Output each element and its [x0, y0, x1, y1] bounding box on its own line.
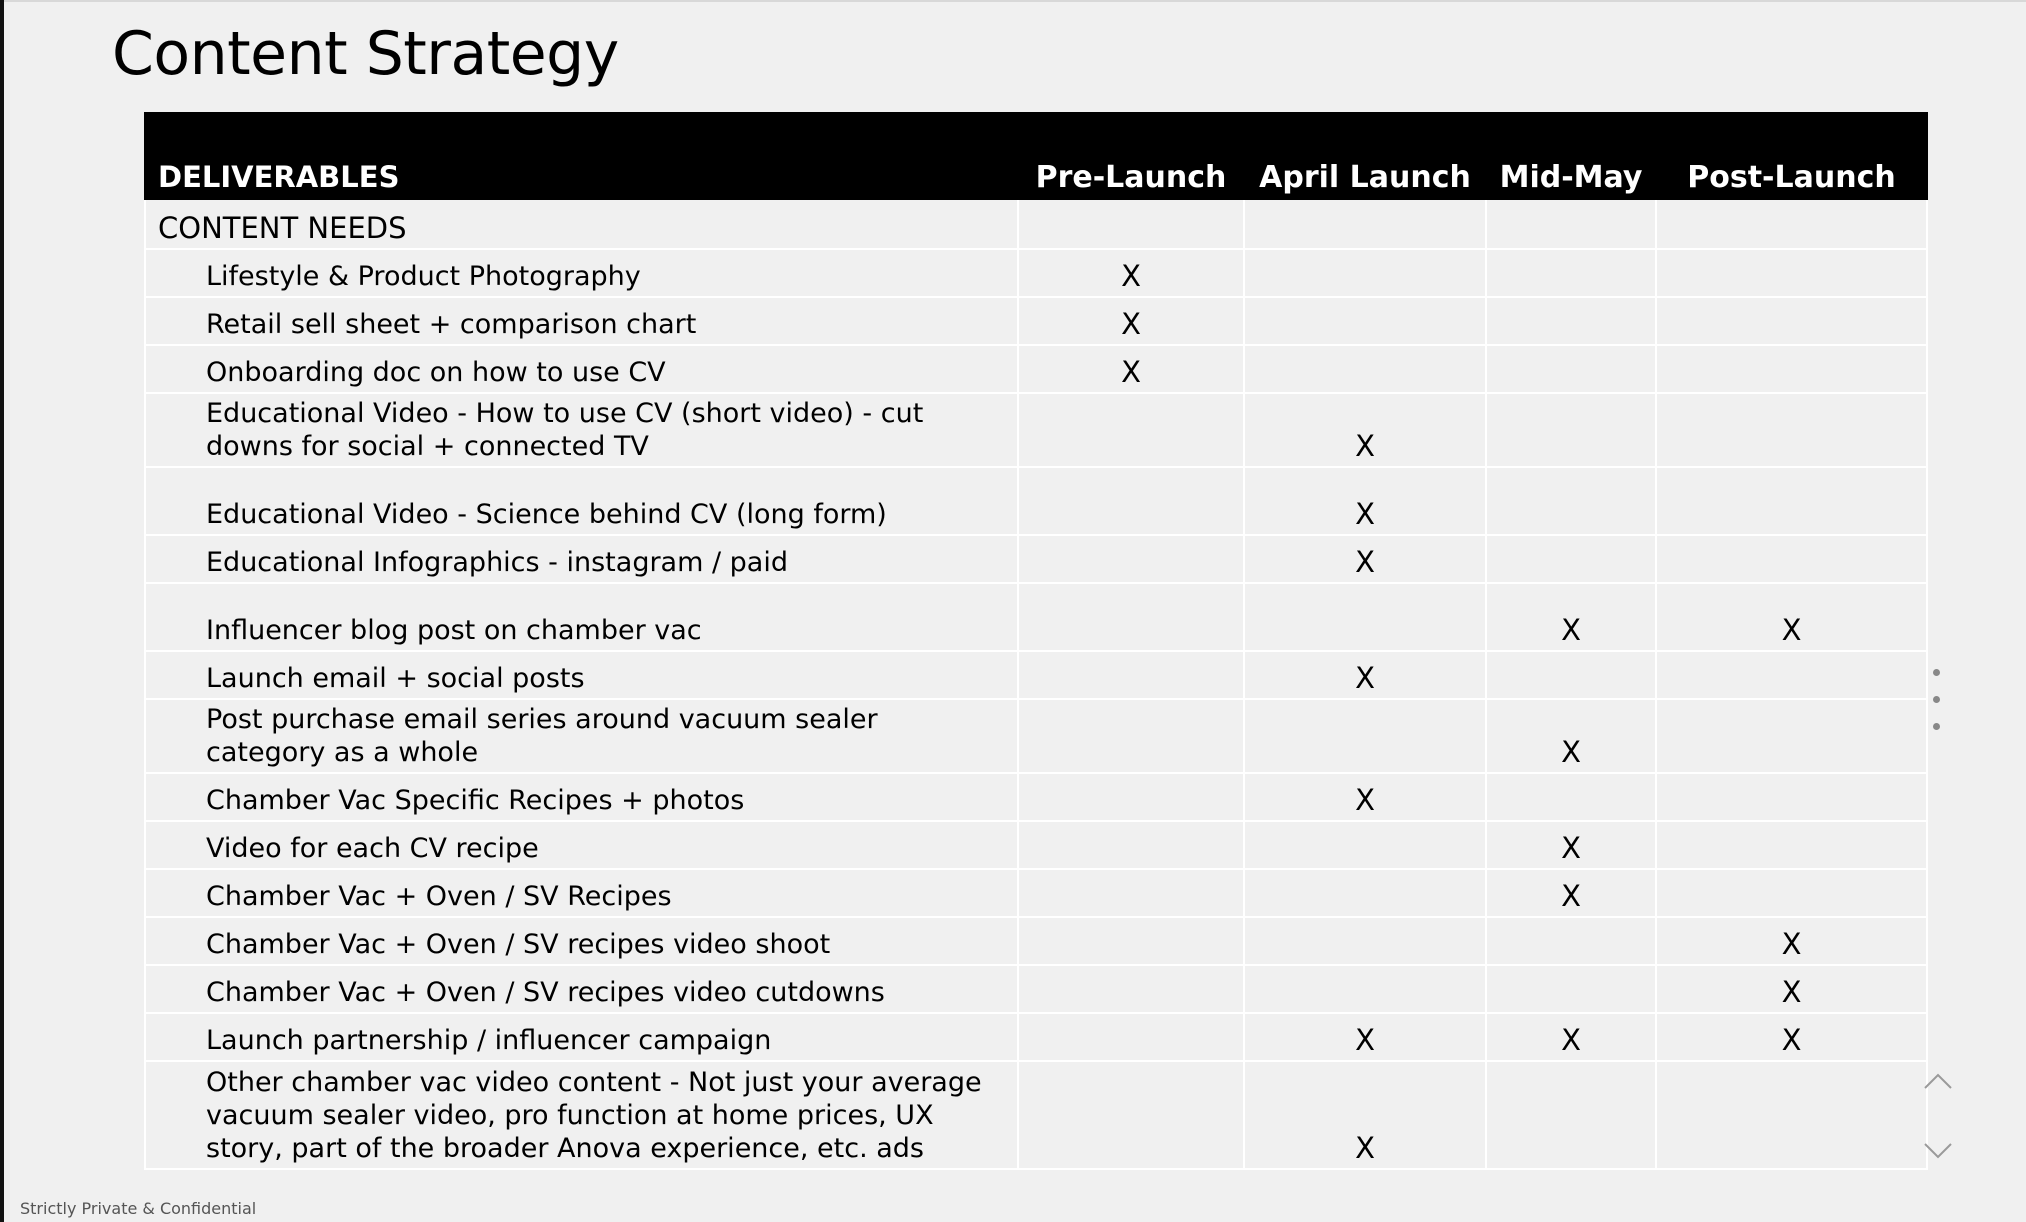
deliverable-label: Retail sell sheet + comparison chart — [145, 297, 1018, 345]
table-cell — [1486, 199, 1656, 249]
phase-mark-post — [1656, 773, 1927, 821]
table-row — [145, 821, 1927, 869]
table-row — [145, 651, 1927, 699]
deliverable-label: Chamber Vac + Oven / SV Recipes — [145, 869, 1018, 917]
deliverable-label: Video for each CV recipe — [145, 821, 1018, 869]
phase-mark-pre — [1018, 651, 1244, 699]
phase-mark-pre — [1018, 869, 1244, 917]
deliverable-label: Chamber Vac + Oven / SV recipes video cutdowns — [145, 965, 1018, 1013]
phase-mark-pre — [1018, 467, 1244, 535]
phase-mark-pre — [1018, 1013, 1244, 1061]
deliverable-label: Onboarding doc on how to use CV — [145, 345, 1018, 393]
deliverable-label: Launch email + social posts — [145, 651, 1018, 699]
table-cell — [1244, 199, 1486, 249]
phase-mark-may — [1486, 535, 1656, 583]
phase-mark-post — [1656, 249, 1927, 297]
phase-mark-may — [1486, 773, 1656, 821]
phase-mark-may: X — [1486, 699, 1656, 773]
table-row — [145, 249, 1927, 297]
phase-mark-post — [1656, 869, 1927, 917]
phase-mark-apr: X — [1244, 651, 1486, 699]
phase-mark-pre — [1018, 393, 1244, 467]
header-deliverables: DELIVERABLES — [145, 113, 1018, 199]
phase-mark-pre — [1018, 821, 1244, 869]
table-cell — [1656, 199, 1927, 249]
deliverable-label: Other chamber vac video content - Not just your average vacuum sealer video, pro function at home prices, UX story, part of the broader Anova experience, etc. ads — [145, 1061, 1018, 1169]
deliverable-label: Educational Video - How to use CV (short video) - cut downs for social + connected TV — [145, 393, 1018, 467]
phase-mark-may — [1486, 297, 1656, 345]
table-row — [145, 773, 1927, 821]
phase-mark-post: X — [1656, 1013, 1927, 1061]
phase-mark-apr: X — [1244, 393, 1486, 467]
phase-mark-post — [1656, 699, 1927, 773]
phase-mark-pre: X — [1018, 345, 1244, 393]
phase-mark-may: X — [1486, 583, 1656, 651]
phase-mark-may: X — [1486, 821, 1656, 869]
phase-mark-post: X — [1656, 917, 1927, 965]
chevron-up-icon[interactable] — [1922, 1068, 1954, 1092]
vertical-dots-icon[interactable] — [1930, 669, 1944, 739]
phase-mark-pre — [1018, 535, 1244, 583]
phase-mark-apr — [1244, 583, 1486, 651]
header-post-launch: Post-Launch — [1656, 113, 1927, 199]
deliverable-label: Influencer blog post on chamber vac — [145, 583, 1018, 651]
deliverables-table — [144, 112, 1928, 1170]
table-row — [145, 393, 1927, 467]
phase-mark-may — [1486, 965, 1656, 1013]
table-row — [145, 535, 1927, 583]
phase-mark-apr: X — [1244, 773, 1486, 821]
phase-mark-apr: X — [1244, 535, 1486, 583]
deliverable-label: Chamber Vac Specific Recipes + photos — [145, 773, 1018, 821]
phase-mark-may — [1486, 651, 1656, 699]
header-pre-launch: Pre-Launch — [1018, 113, 1244, 199]
top-border — [0, 0, 2026, 2]
deliverable-label: Educational Infographics - instagram / paid — [145, 535, 1018, 583]
phase-mark-pre — [1018, 1061, 1244, 1169]
phase-mark-may — [1486, 393, 1656, 467]
header-april-launch: April Launch — [1244, 113, 1486, 199]
deliverable-label: Chamber Vac + Oven / SV recipes video shoot — [145, 917, 1018, 965]
phase-mark-may — [1486, 467, 1656, 535]
table-row — [145, 699, 1927, 773]
phase-mark-post — [1656, 821, 1927, 869]
left-edge-bar — [0, 0, 4, 1222]
phase-mark-pre — [1018, 773, 1244, 821]
phase-mark-post — [1656, 467, 1927, 535]
table-row — [145, 965, 1927, 1013]
phase-mark-apr — [1244, 699, 1486, 773]
phase-mark-post — [1656, 1061, 1927, 1169]
phase-mark-may: X — [1486, 1013, 1656, 1061]
phase-mark-may — [1486, 345, 1656, 393]
phase-mark-apr — [1244, 965, 1486, 1013]
phase-mark-may: X — [1486, 869, 1656, 917]
section-row — [145, 199, 1927, 249]
phase-mark-apr: X — [1244, 1061, 1486, 1169]
table-row — [145, 1013, 1927, 1061]
phase-mark-pre: X — [1018, 249, 1244, 297]
deliverable-label: Lifestyle & Product Photography — [145, 249, 1018, 297]
phase-mark-apr — [1244, 917, 1486, 965]
phase-mark-post: X — [1656, 583, 1927, 651]
phase-mark-pre — [1018, 917, 1244, 965]
deliverable-label: Post purchase email series around vacuum sealer category as a whole — [145, 699, 1018, 773]
table-row — [145, 297, 1927, 345]
phase-mark-post — [1656, 345, 1927, 393]
chevron-down-icon[interactable] — [1922, 1140, 1954, 1164]
phase-mark-pre — [1018, 583, 1244, 651]
phase-mark-apr — [1244, 821, 1486, 869]
phase-mark-may — [1486, 1061, 1656, 1169]
table-row — [145, 583, 1927, 651]
page-title: Content Strategy — [112, 19, 619, 89]
phase-mark-apr: X — [1244, 1013, 1486, 1061]
phase-mark-pre — [1018, 965, 1244, 1013]
phase-mark-pre: X — [1018, 297, 1244, 345]
table-row — [145, 917, 1927, 965]
deliverable-label: Launch partnership / influencer campaign — [145, 1013, 1018, 1061]
table-cell — [1018, 199, 1244, 249]
header-mid-may: Mid-May — [1486, 113, 1656, 199]
phase-mark-apr — [1244, 249, 1486, 297]
table-row — [145, 467, 1927, 535]
table-row — [145, 869, 1927, 917]
deliverable-label: Educational Video - Science behind CV (long form) — [145, 467, 1018, 535]
section-label: CONTENT NEEDS — [145, 199, 1018, 249]
phase-mark-post — [1656, 651, 1927, 699]
footer-confidential: Strictly Private & Confidential — [20, 1199, 257, 1218]
phase-mark-post — [1656, 393, 1927, 467]
table-header-row — [145, 113, 1927, 199]
phase-mark-post — [1656, 535, 1927, 583]
table-row — [145, 345, 1927, 393]
phase-mark-apr — [1244, 345, 1486, 393]
table-row — [145, 1061, 1927, 1169]
phase-mark-post: X — [1656, 965, 1927, 1013]
phase-mark-apr — [1244, 297, 1486, 345]
phase-mark-post — [1656, 297, 1927, 345]
phase-mark-may — [1486, 917, 1656, 965]
phase-mark-may — [1486, 249, 1656, 297]
phase-mark-pre — [1018, 699, 1244, 773]
phase-mark-apr: X — [1244, 467, 1486, 535]
phase-mark-apr — [1244, 869, 1486, 917]
